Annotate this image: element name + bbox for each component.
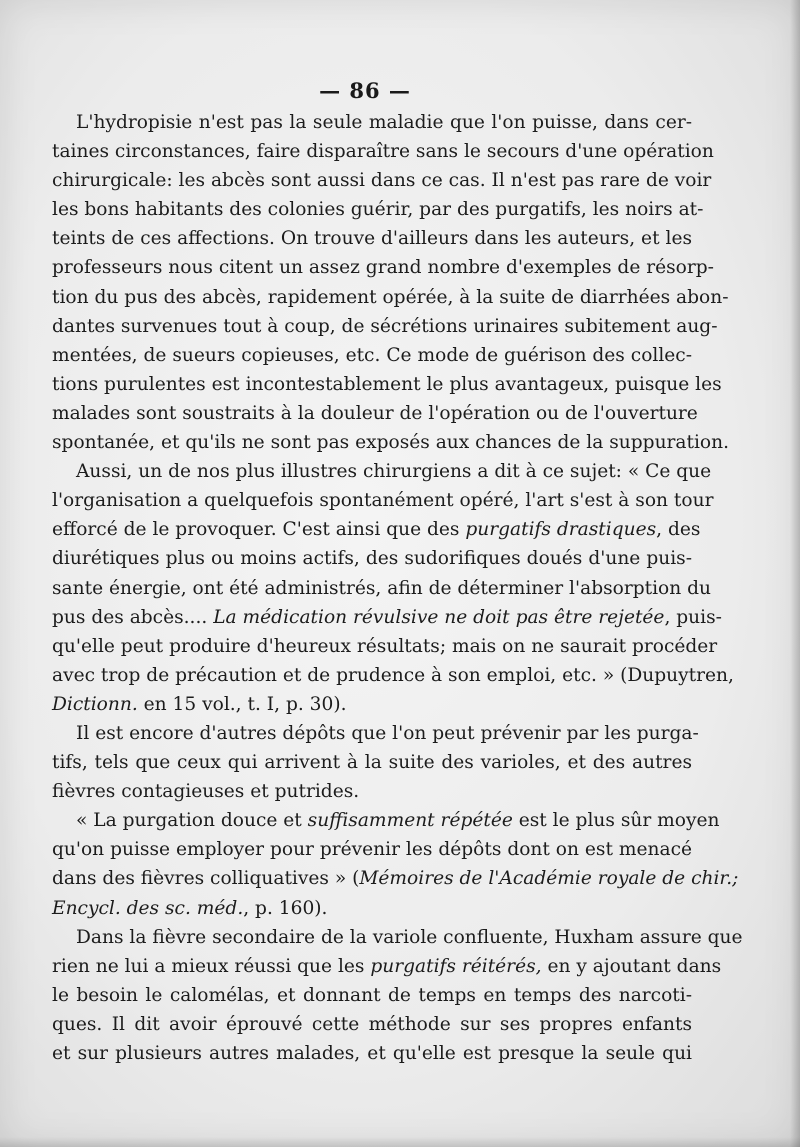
text-line-content: qu'on puisse employer pour prévenir les dépôts dont on est menacé: [52, 839, 692, 861]
text-line-content: spontanée, et qu'ils ne sont pas exposés aux chances de la suppuration.: [52, 432, 730, 454]
text-line-content: efforcé de le provoquer. C'est ainsi que des: [52, 519, 466, 541]
text-line: [52, 1010, 692, 1039]
text-line: [52, 253, 714, 282]
text-line-content: tion du pus des abcès, rapidement opérée, à la suite de diarrhées abon-: [52, 286, 729, 308]
text-line-content: pus des abcès....: [52, 606, 214, 628]
italic-phrase: purgatifs drastiques: [465, 519, 657, 541]
text-line: [52, 835, 692, 864]
text-line-content: , p. 160).: [243, 897, 328, 919]
text-line: [52, 864, 739, 893]
text-line: [52, 370, 722, 399]
text-line: [52, 981, 692, 1010]
text-line: [52, 312, 718, 341]
text-line-content: tions purulentes est incontestablement le plus avantageux, puisque les: [52, 373, 722, 395]
text-line: [52, 748, 692, 777]
text-line-content: en y ajoutant dans: [541, 955, 722, 977]
page-edge-shadow: [790, 0, 800, 1147]
italic-phrase: La médication révulsive ne doit pas être rejetée: [213, 606, 665, 628]
text-line-content: l'organisation a quelquefois spontanément opéré, l'art s'est à son tour: [52, 490, 714, 512]
text-line: [52, 283, 729, 312]
text-line: [52, 1039, 692, 1068]
text-line-content: , puis-: [664, 606, 722, 628]
text-line: [52, 341, 692, 370]
text-line-content: est le plus sûr moyen: [512, 810, 720, 832]
text-line: [52, 166, 712, 195]
text-line-content: en 15 vol., t. I, p. 30).: [137, 693, 347, 715]
text-line: [52, 544, 692, 573]
text-line-content: professeurs nous citent un assez grand nombre d'exemples de résorp-: [52, 257, 714, 279]
text-line: [52, 923, 743, 952]
page-number: — 86 —: [319, 78, 411, 103]
text-line-content: avec trop de précaution et de prudence à son emploi, etc. » (Dupuytren,: [52, 664, 734, 686]
text-line: [52, 806, 720, 835]
text-line-content: , des: [656, 519, 701, 541]
text-line: [52, 137, 714, 166]
text-line: [52, 486, 714, 515]
text-line-content: L'hydropisie n'est pas la seule maladie que l'on puisse, dans cer-: [76, 112, 692, 133]
text-line: [52, 690, 692, 719]
text-line-content: le besoin le calomélas, et donnant de temps en temps des narcoti-: [52, 984, 692, 1006]
text-line-content: qu'elle peut produire d'heureux résultats; mais on ne saurait procéder: [52, 635, 718, 657]
text-line-content: taines circonstances, faire disparaître sans le secours d'une opération: [52, 141, 714, 163]
text-line: [52, 224, 692, 253]
text-line: [52, 428, 730, 457]
text-line: [52, 894, 692, 923]
text-line-content: teints de ces affections. On trouve d'ailleurs dans les auteurs, et les: [52, 228, 692, 250]
text-line-content: et sur plusieurs autres malades, et qu'elle est presque la seule qui: [52, 1043, 692, 1064]
italic-phrase: purgatifs réitérés,: [370, 955, 542, 977]
italic-phrase: Dictionn.: [52, 693, 138, 715]
text-line-content: « La purgation douce et: [76, 810, 308, 832]
text-line-content: malades sont soustraits à la douleur de l'opération ou de l'ouverture: [52, 402, 698, 424]
text-line: [52, 515, 701, 544]
text-line-content: dantes survenues tout à coup, de sécrétions urinaires subitement aug-: [52, 315, 718, 337]
italic-phrase: Encycl. des sc. méd.: [52, 897, 244, 919]
text-line: [52, 108, 692, 137]
text-line: [52, 195, 704, 224]
text-line: [52, 777, 692, 806]
text-line: [52, 952, 722, 981]
text-line-content: ques. Il dit avoir éprouvé cette méthode sur ses propres enfants: [52, 1013, 692, 1035]
text-line-content: les bons habitants des colonies guérir, par des purgatifs, les noirs at-: [52, 199, 704, 221]
text-line: [52, 632, 718, 661]
text-line: [52, 574, 711, 603]
text-line-content: Aussi, un de nos plus illustres chirurgiens a dit à ce sujet: « Ce que: [76, 461, 712, 483]
text-line-content: Dans la fièvre secondaire de la variole confluente, Huxham assure que: [76, 926, 743, 948]
text-line-content: chirurgicale: les abcès sont aussi dans ce cas. Il n'est pas rare de voir: [52, 170, 712, 192]
text-line: [52, 399, 698, 428]
text-line: [52, 719, 699, 748]
text-line-content: tifs, tels que ceux qui arrivent à la suite des varioles, et des autres: [52, 752, 692, 774]
italic-phrase: Mémoires de l'Académie royale de chir.;: [359, 868, 739, 890]
text-line-content: mentées, de sueurs copieuses, etc. Ce mode de guérison des collec-: [52, 344, 692, 366]
italic-phrase: suffisamment répétée: [307, 810, 513, 832]
text-line: [52, 603, 722, 632]
text-line-content: diurétiques plus ou moins actifs, des sudorifiques doués d'une puis-: [52, 548, 692, 570]
text-line-content: sante énergie, ont été administrés, afin de déterminer l'absorption du: [52, 577, 711, 599]
body-text: [52, 108, 743, 1068]
text-line: [52, 457, 712, 486]
text-line-content: dans des fièvres colliquatives » (: [52, 868, 360, 890]
text-line-content: rien ne lui a mieux réussi que les: [52, 955, 371, 977]
text-line-content: fièvres contagieuses et putrides.: [52, 781, 360, 803]
text-line: [52, 661, 734, 690]
text-line-content: Il est encore d'autres dépôts que l'on peut prévenir par les purga-: [76, 722, 699, 744]
page-bottom-shadow: [0, 1137, 800, 1147]
